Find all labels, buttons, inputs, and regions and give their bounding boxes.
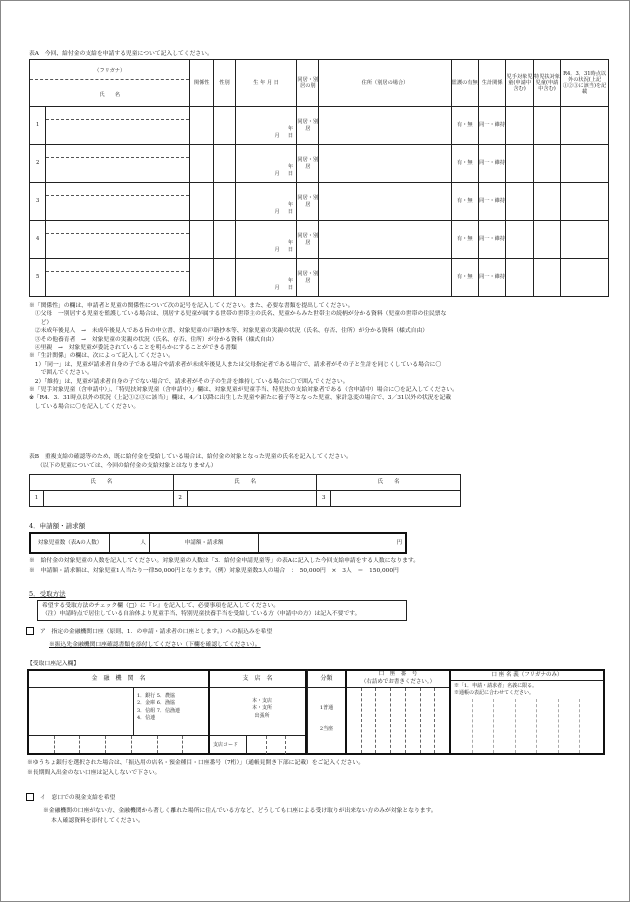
bank-heading: 【受取口座記入欄】 — [27, 661, 80, 667]
jidou-input[interactable] — [506, 107, 533, 145]
row-number: 4 — [30, 221, 46, 259]
livelihood-choice[interactable]: 同一・維持 — [478, 183, 505, 221]
cohab-choice[interactable]: 同居・別居 — [297, 259, 319, 297]
tokubetsu-input[interactable] — [533, 183, 560, 221]
category-normal[interactable]: 1普通 — [319, 705, 334, 711]
cohab-choice[interactable]: 同居・別居 — [297, 107, 319, 145]
category-box: 分類 1普通 2当座 — [307, 669, 347, 755]
sex-input[interactable] — [213, 259, 235, 297]
address-header: 住所（別居の場合） — [319, 60, 451, 107]
name-input[interactable] — [46, 259, 190, 297]
row-number: 2 — [173, 491, 187, 507]
custody-choice[interactable]: 有・無 — [451, 145, 478, 183]
table-row — [30, 259, 609, 297]
note-line: ※「児手対象児童（含申請中）」、「特児扶対象児童（含申請中）」欄は、対象児童が児童手当、特児扶の支給対象者である（含申請中）場合に〇を記入してください。 — [29, 386, 458, 393]
note-line: ①父母 一別居する児童を監護している場合は、別居する児童が属する世帯の世帯主の氏名、児童からみた世帯主の続柄が分かる資料（児童の世帯の住民票な — [29, 311, 447, 318]
cohab-choice[interactable]: 同居・別居 — [297, 145, 319, 183]
option-b-checkbox[interactable] — [26, 793, 34, 801]
jidou-input[interactable] — [506, 259, 533, 297]
holder-input[interactable] — [451, 699, 601, 753]
option-a-row — [26, 627, 272, 636]
jidou-input[interactable] — [506, 145, 533, 183]
amount-note-1: ※ 給付金の対象児童の人数を記入してください。対象児童の人数は「3．給付金申請児童等」の表Aに記入した今回支給申請をする人数になります。 — [29, 558, 420, 564]
row-number: 1 — [30, 107, 46, 145]
name-input[interactable] — [46, 145, 190, 183]
note-line: ※「関係性」の欄は、申請者と児童の関係性について次の記号を記入してください。また、必要な書類を提出してください。 — [29, 303, 354, 309]
relation-input[interactable] — [190, 183, 213, 221]
custody-header: 監護の有無 — [451, 60, 478, 107]
table-a — [29, 59, 609, 297]
table-row — [30, 107, 609, 145]
sex-input[interactable] — [213, 107, 235, 145]
relation-input[interactable] — [190, 221, 213, 259]
note-line: ②未成年後見人 → 未成年後見人である旨の申立書、対象児童の戸籍抄本等、対象児童の実親の状況（氏名、存否、住所）が分かる資料（様式自由） — [29, 328, 429, 335]
row-number: 3 — [317, 491, 331, 507]
table-b-subtitle: （以下の児童については、今回の給付金の支給対象とはなりません） — [37, 463, 217, 469]
name-header-cell — [30, 60, 190, 107]
note-line: ④里親 → 対象児童が委託されていることを明らかにすることができる書類 — [29, 344, 237, 351]
livelihood-header: 生計関係 — [478, 60, 505, 107]
birth-input[interactable]: 年 月 日 — [236, 259, 297, 297]
table-b-title: 表B 重複支給の確認等のため、既に給付金を受給している場合は、給付金の対象となった児童の氏名を記入してください。 — [29, 454, 352, 460]
note-line: 2）「維持」は、児童が請求者自身の子でない場合で、請求者がその子の生計を維持している場合に〇で囲んでください。 — [29, 378, 349, 385]
amount-note-2: ※ 申請額・請求額は、対象児童1人当たり一律50,000円となります。（例）対象児童数3人の場合 ： 50,000円 × 3人 ＝ 150,000円 — [29, 568, 399, 574]
table-b — [29, 474, 461, 507]
option-b-note-2: 本人確認資料を添付してください。 — [51, 818, 144, 824]
option-a-note: ※振込先金融機関口座確認書類を添付してください（下欄を確認してください）。 — [49, 642, 261, 648]
r4-header: R4．3．31時点以外の状況(上記①②③に該当)を記載 — [561, 60, 609, 107]
r4-input[interactable] — [561, 259, 609, 297]
name-header: 氏 名 — [317, 475, 461, 491]
sex-input[interactable] — [213, 145, 235, 183]
name-header: 氏 名 — [173, 475, 317, 491]
relation-input[interactable] — [190, 107, 213, 145]
table-row — [30, 221, 609, 259]
address-input[interactable] — [319, 107, 451, 145]
post-note-1: ※ゆうちょ銀行を選択された場合は、「振込用の店名・預金種目・口座番号（7桁）」（通帳見開き下部に記載）をご記入ください。 — [27, 760, 365, 766]
branch-code-row[interactable]: 支店コード — [210, 735, 305, 753]
furigana-label: （フリガナ） — [30, 68, 189, 79]
livelihood-choice[interactable]: 同一・維持 — [478, 259, 505, 297]
note-line: ※「生計関係」の欄は、次によって記入してください。 — [29, 353, 174, 360]
cohab-header: 同居・別居の別 — [297, 60, 319, 107]
branch-box: 支 店 名 本・支店 本・支所 出張所 支店コード — [210, 669, 307, 755]
note-line: している場合に〇を記入してください。 — [29, 403, 140, 410]
cohab-choice[interactable]: 同居・別居 — [297, 221, 319, 259]
cohab-choice[interactable]: 同居・別居 — [297, 183, 319, 221]
receive-instructions: 希望する受取方法のチェック欄（□）に『レ』を記入して、必要事項を記入してください。 （注）申請時点で居住している自治体より児童手当、特別児童扶養手当を受給している方（申請中の方）は記入不要です。 — [37, 600, 407, 621]
livelihood-choice[interactable]: 同一・維持 — [478, 145, 505, 183]
name-header: 氏 名 — [30, 475, 174, 491]
r4-input[interactable] — [561, 221, 609, 259]
option-b-note-1: ※金融機関の口座がない方、金融機関から著しく離れた場所に住んでいる方など、どうしても口座による受け取りが出来ない方のみが対象となります。 — [43, 808, 437, 814]
note-line: ※「R4．3．31時点以外の状況（上記①②③に該当）」欄は、4／1以降に出生した児童や新たに養子等となった児童、家計急変の場合で、3／31以外の状況を記載 — [29, 395, 451, 402]
birth-input[interactable]: 年 月 日 — [236, 107, 297, 145]
account-digit-boxes[interactable] — [347, 688, 449, 753]
holder-notes: ※「1．申請・請求者」名義に限る。 ※通帳の表記に合わせてください。 — [454, 683, 538, 696]
sex-input[interactable] — [213, 221, 235, 259]
birth-input[interactable]: 年 月 日 — [236, 145, 297, 183]
r4-input[interactable] — [561, 107, 609, 145]
post-note-2: ※長期間入出金のない口座は記入しないで下さい。 — [27, 770, 161, 776]
option-b-label: イ 窓口での現金支給を希望 — [39, 794, 116, 801]
row-number: 5 — [30, 259, 46, 297]
table-a-title: 表A 今回、給付金の支給を申請する児童について記入してください。 — [29, 51, 213, 57]
tokubetsu-input[interactable] — [533, 107, 560, 145]
section-4-heading: 4．申請額・請求額 — [29, 522, 86, 530]
tokubetsu-input[interactable] — [533, 221, 560, 259]
target-count-input[interactable]: 人 — [110, 533, 150, 553]
amount-input[interactable]: 円 — [259, 533, 406, 553]
r4-input[interactable] — [561, 183, 609, 221]
row-number: 2 — [30, 145, 46, 183]
livelihood-choice[interactable]: 同一・維持 — [478, 221, 505, 259]
tokubetsu-header: 特児扶対象児童(申請中含む) — [533, 60, 560, 107]
name-input[interactable] — [331, 491, 461, 507]
tokubetsu-input[interactable] — [533, 145, 560, 183]
sex-input[interactable] — [213, 183, 235, 221]
note-line: ど） — [29, 319, 53, 326]
name-input[interactable] — [43, 491, 173, 507]
livelihood-choice[interactable]: 同一・維持 — [478, 107, 505, 145]
jidou-input[interactable] — [506, 221, 533, 259]
name-input[interactable] — [46, 183, 190, 221]
r4-input[interactable] — [561, 145, 609, 183]
branch-type-list: 本・支店 本・支所 出張所 — [252, 698, 273, 719]
birth-input[interactable]: 年 月 日 — [236, 183, 297, 221]
table-row — [30, 145, 609, 183]
table-a-notes — [29, 302, 458, 411]
tokubetsu-input[interactable] — [533, 259, 560, 297]
address-input[interactable] — [319, 221, 451, 259]
amount-label: 申請額・請求額 — [149, 533, 258, 553]
bank-type-list: 1．銀行 5．農協 2．金庫 6．漁協 3．信組 7．信漁連 4．信連 — [137, 693, 180, 721]
section-5-heading: 5．受取方法 — [29, 590, 66, 598]
relation-input[interactable] — [190, 145, 213, 183]
name-input[interactable] — [46, 221, 190, 259]
name-label: 氏 名 — [99, 91, 121, 98]
bank-name-box: 金 融 機 関 名 1．銀行 5．農協 2．金庫 6．漁協 3．信組 7．信漁連 4．信連 — [27, 669, 210, 755]
name-input[interactable] — [187, 491, 317, 507]
option-a-checkbox[interactable] — [26, 627, 34, 635]
jidou-header: 児手対象児童(申請中含む) — [506, 60, 533, 107]
relation-header: 関係性 — [190, 60, 213, 107]
note-line: で囲んでください。 — [29, 370, 93, 377]
row-number: 1 — [30, 491, 44, 507]
category-current[interactable]: 2当座 — [319, 726, 334, 732]
target-count-label: 対象児童数（表Aの人数） — [30, 533, 110, 553]
custody-choice[interactable]: 有・無 — [451, 221, 478, 259]
note-line: ③その他養育者 → 対象児童の実親の状況（氏名、存否、住所）が分かる資料（様式自由） — [29, 336, 278, 343]
relation-input[interactable] — [190, 259, 213, 297]
account-number-box — [347, 669, 451, 755]
row-number: 3 — [30, 183, 46, 221]
option-b-row — [26, 793, 115, 802]
birth-input[interactable]: 年 月 日 — [236, 221, 297, 259]
note-line: 1）「同一」は、児童が請求者自身の子である場合や請求者が未成年後見人または父母指定者である場合で、請求者がその子と生計を同じくしている場合に〇 — [29, 361, 442, 368]
birth-header: 生 年 月 日 — [236, 60, 297, 107]
sex-header: 性別 — [213, 60, 235, 107]
name-input[interactable] — [46, 107, 190, 145]
address-input[interactable] — [319, 145, 451, 183]
custody-choice[interactable]: 有・無 — [451, 107, 478, 145]
jidou-input[interactable] — [506, 183, 533, 221]
address-input[interactable] — [319, 183, 451, 221]
custody-choice[interactable]: 有・無 — [451, 183, 478, 221]
bank-code-boxes[interactable] — [29, 735, 208, 753]
table-row — [30, 183, 609, 221]
custody-choice[interactable]: 有・無 — [451, 259, 478, 297]
amount-table — [29, 532, 407, 554]
option-a-label: ア 指定の金融機関口座（原則、1．の申請・請求者の口座とします。）への振込みを希望 — [39, 628, 273, 635]
account-number-header: 口 座 番 号 （右詰めでお書きください。） — [347, 671, 449, 688]
address-input[interactable] — [319, 259, 451, 297]
account-holder-box: 口 座 名 義（フリガナのみ） ※「1．申請・請求者」名義に限る。 ※通帳の表記に合わせてください。 — [451, 669, 605, 755]
